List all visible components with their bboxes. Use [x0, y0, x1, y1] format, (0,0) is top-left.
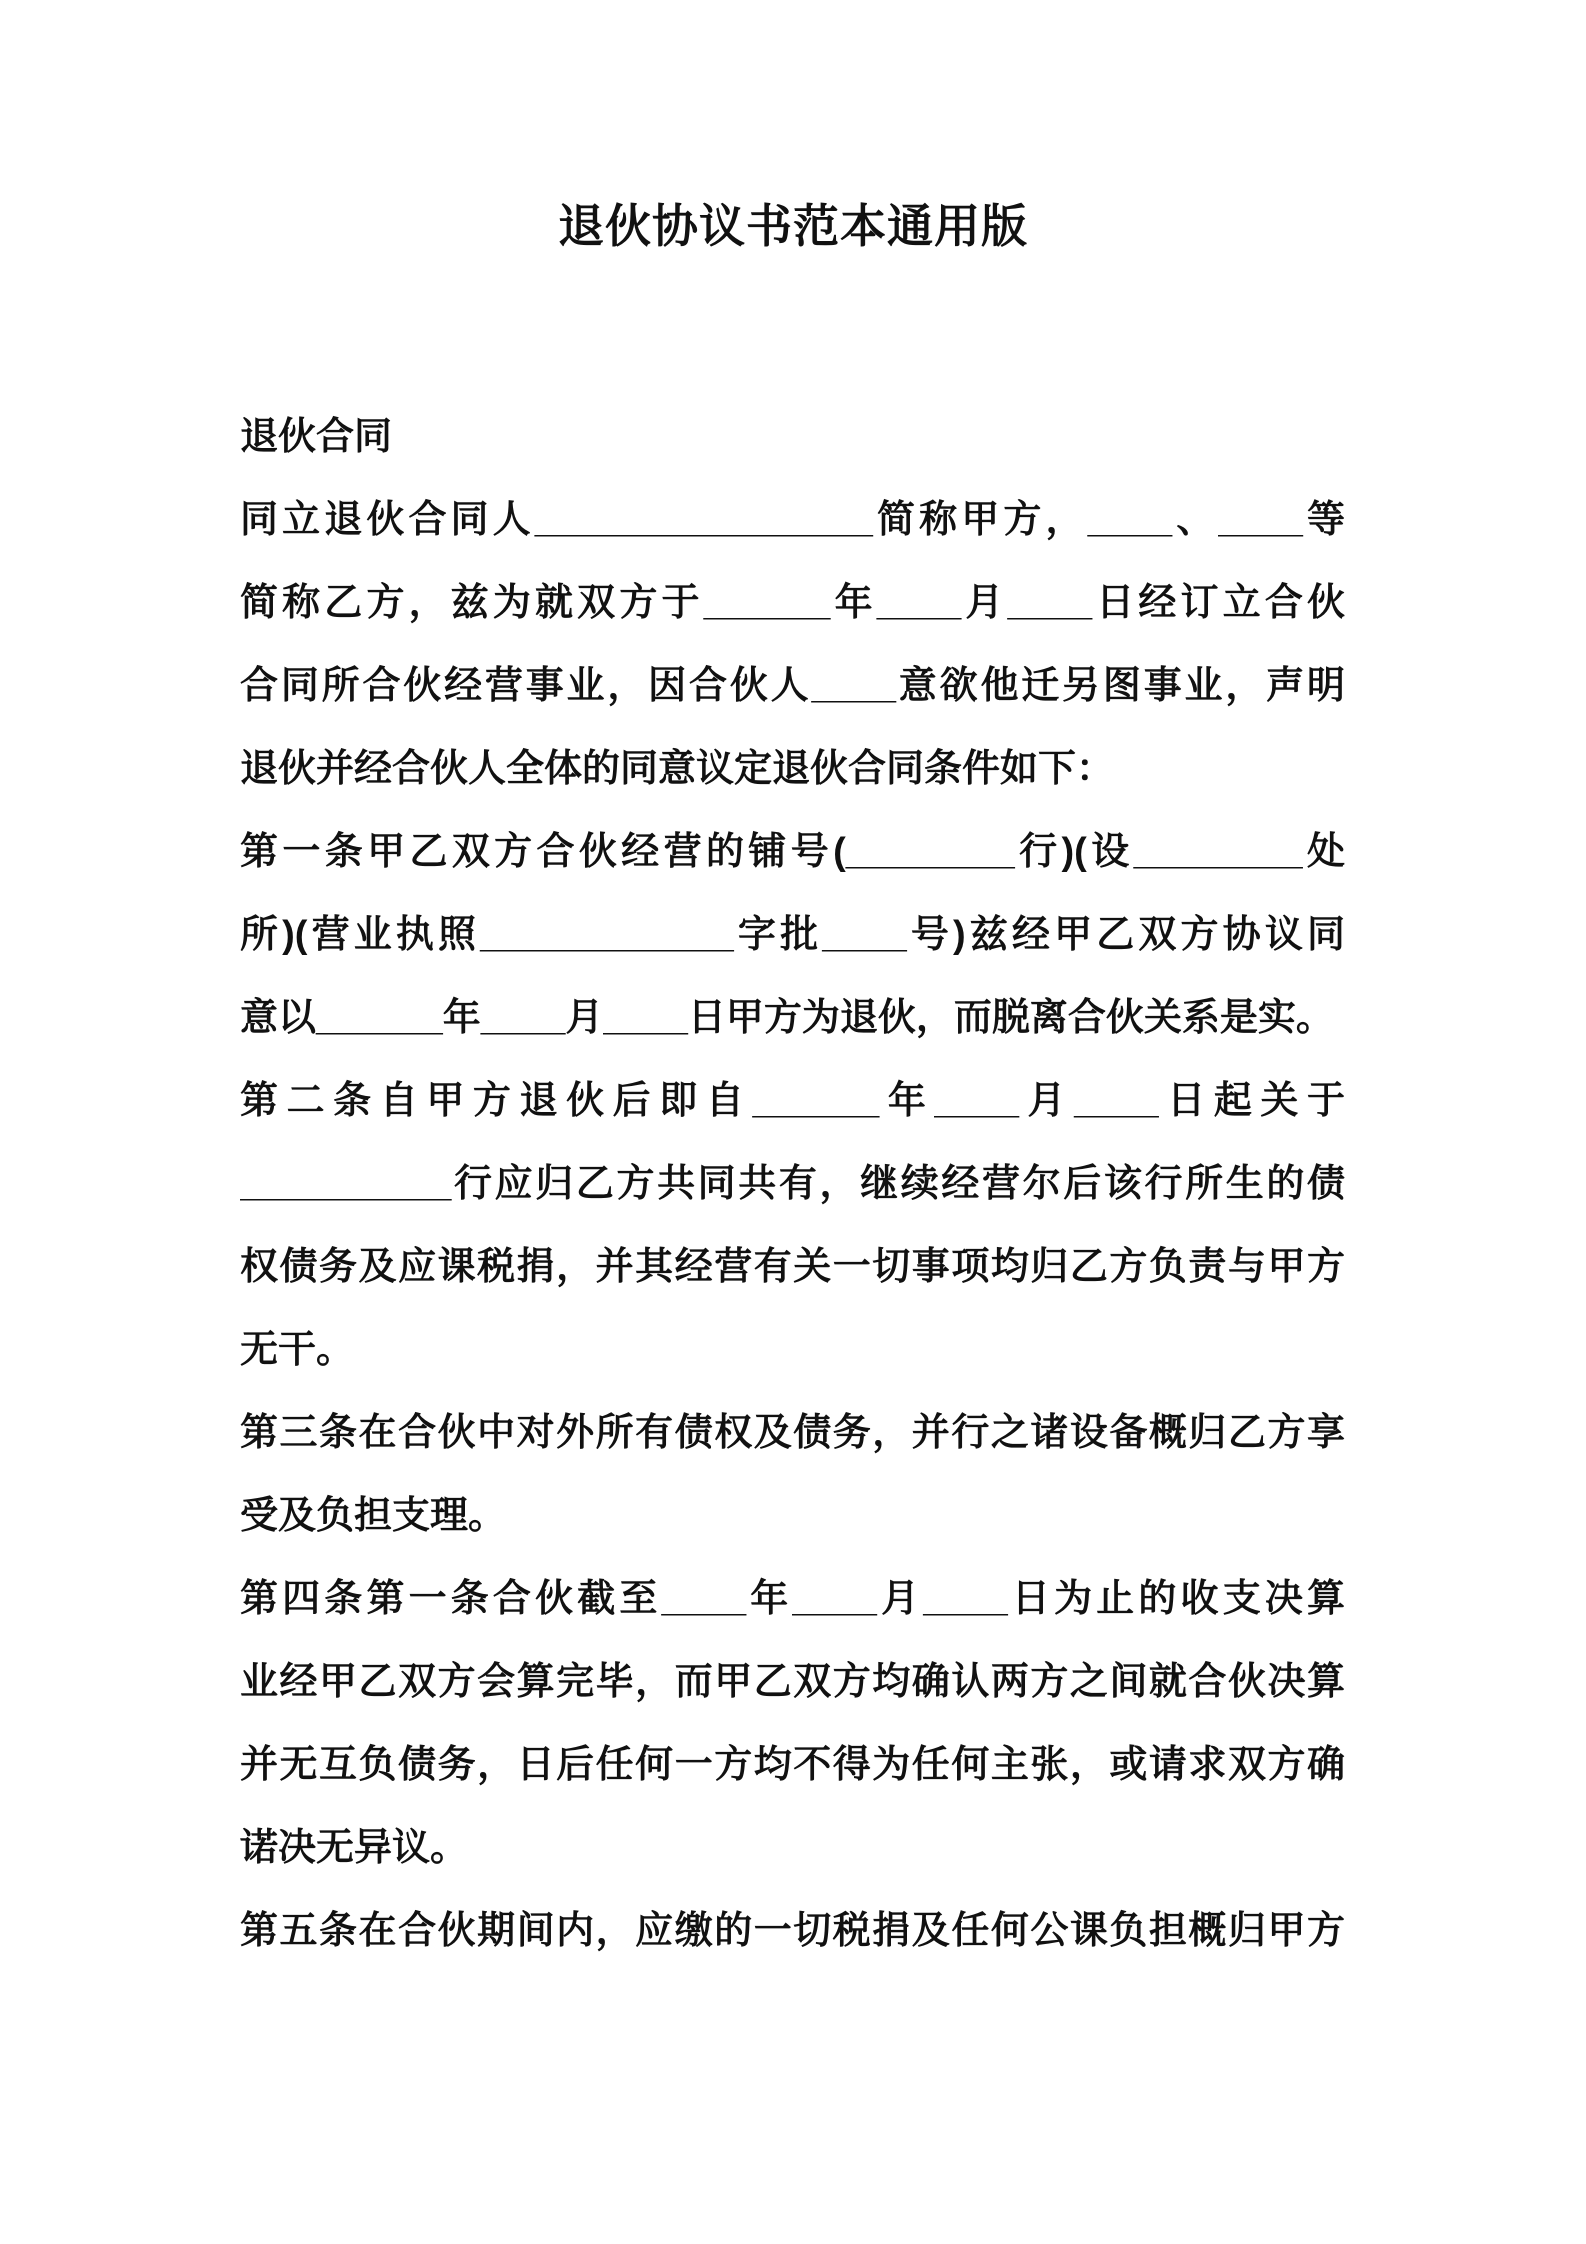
text-line: 退伙并经合伙人全体的同意议定退伙合同条件如下： [240, 748, 1115, 790]
text-line-subtitle: 退伙合同 [240, 416, 393, 458]
text-line-clause-4: 第四条第一条合伙截至____年____月____日为止的收支决算 [240, 1578, 1345, 1620]
text-line: 同立退伙合同人________________简称甲方，____、____等 [240, 499, 1345, 541]
document-body [240, 396, 1345, 1973]
text-line: 所)(营业执照____________字批____号)兹经甲乙双方协议同 [240, 914, 1345, 956]
text-line-clause-5: 第五条在合伙期间内，应缴的一切税捐及任何公课负担概归甲方 [240, 1910, 1345, 1952]
text-line: __________行应归乙方共同共有，继续经营尔后该行所生的债 [240, 1163, 1345, 1205]
text-line: 并无互负债务，日后任何一方均不得为任何主张，或请求双方确 [240, 1744, 1345, 1786]
text-line: 权债务及应课税捐，并其经营有关一切事项均归乙方负责与甲方 [240, 1246, 1345, 1288]
text-line: 受及负担支理。 [240, 1495, 507, 1537]
text-line: 合同所合伙经营事业，因合伙人____意欲他迁另图事业，声明 [240, 665, 1345, 707]
text-line: 业经甲乙双方会算完毕，而甲乙双方均确认两方之间就合伙决算 [240, 1661, 1345, 1703]
text-line-clause-1: 第一条甲乙双方合伙经营的铺号(________行)(设________处 [240, 831, 1345, 873]
text-line: 诺决无异议。 [240, 1827, 469, 1869]
text-line: 无干。 [240, 1329, 355, 1371]
text-line: 意以______年____月____日甲方为退伙，而脱离合伙关系是实。 [240, 997, 1334, 1039]
text-line-clause-3: 第三条在合伙中对外所有债权及债务，并行之诸设备概归乙方享 [240, 1412, 1345, 1454]
text-line: 简称乙方，兹为就双方于______年____月____日经订立合伙 [240, 582, 1345, 624]
text-line-clause-2: 第二条自甲方退伙后即自______年____月____日起关于 [240, 1080, 1345, 1122]
document-title: 退伙协议书范本通用版 [558, 200, 1028, 252]
